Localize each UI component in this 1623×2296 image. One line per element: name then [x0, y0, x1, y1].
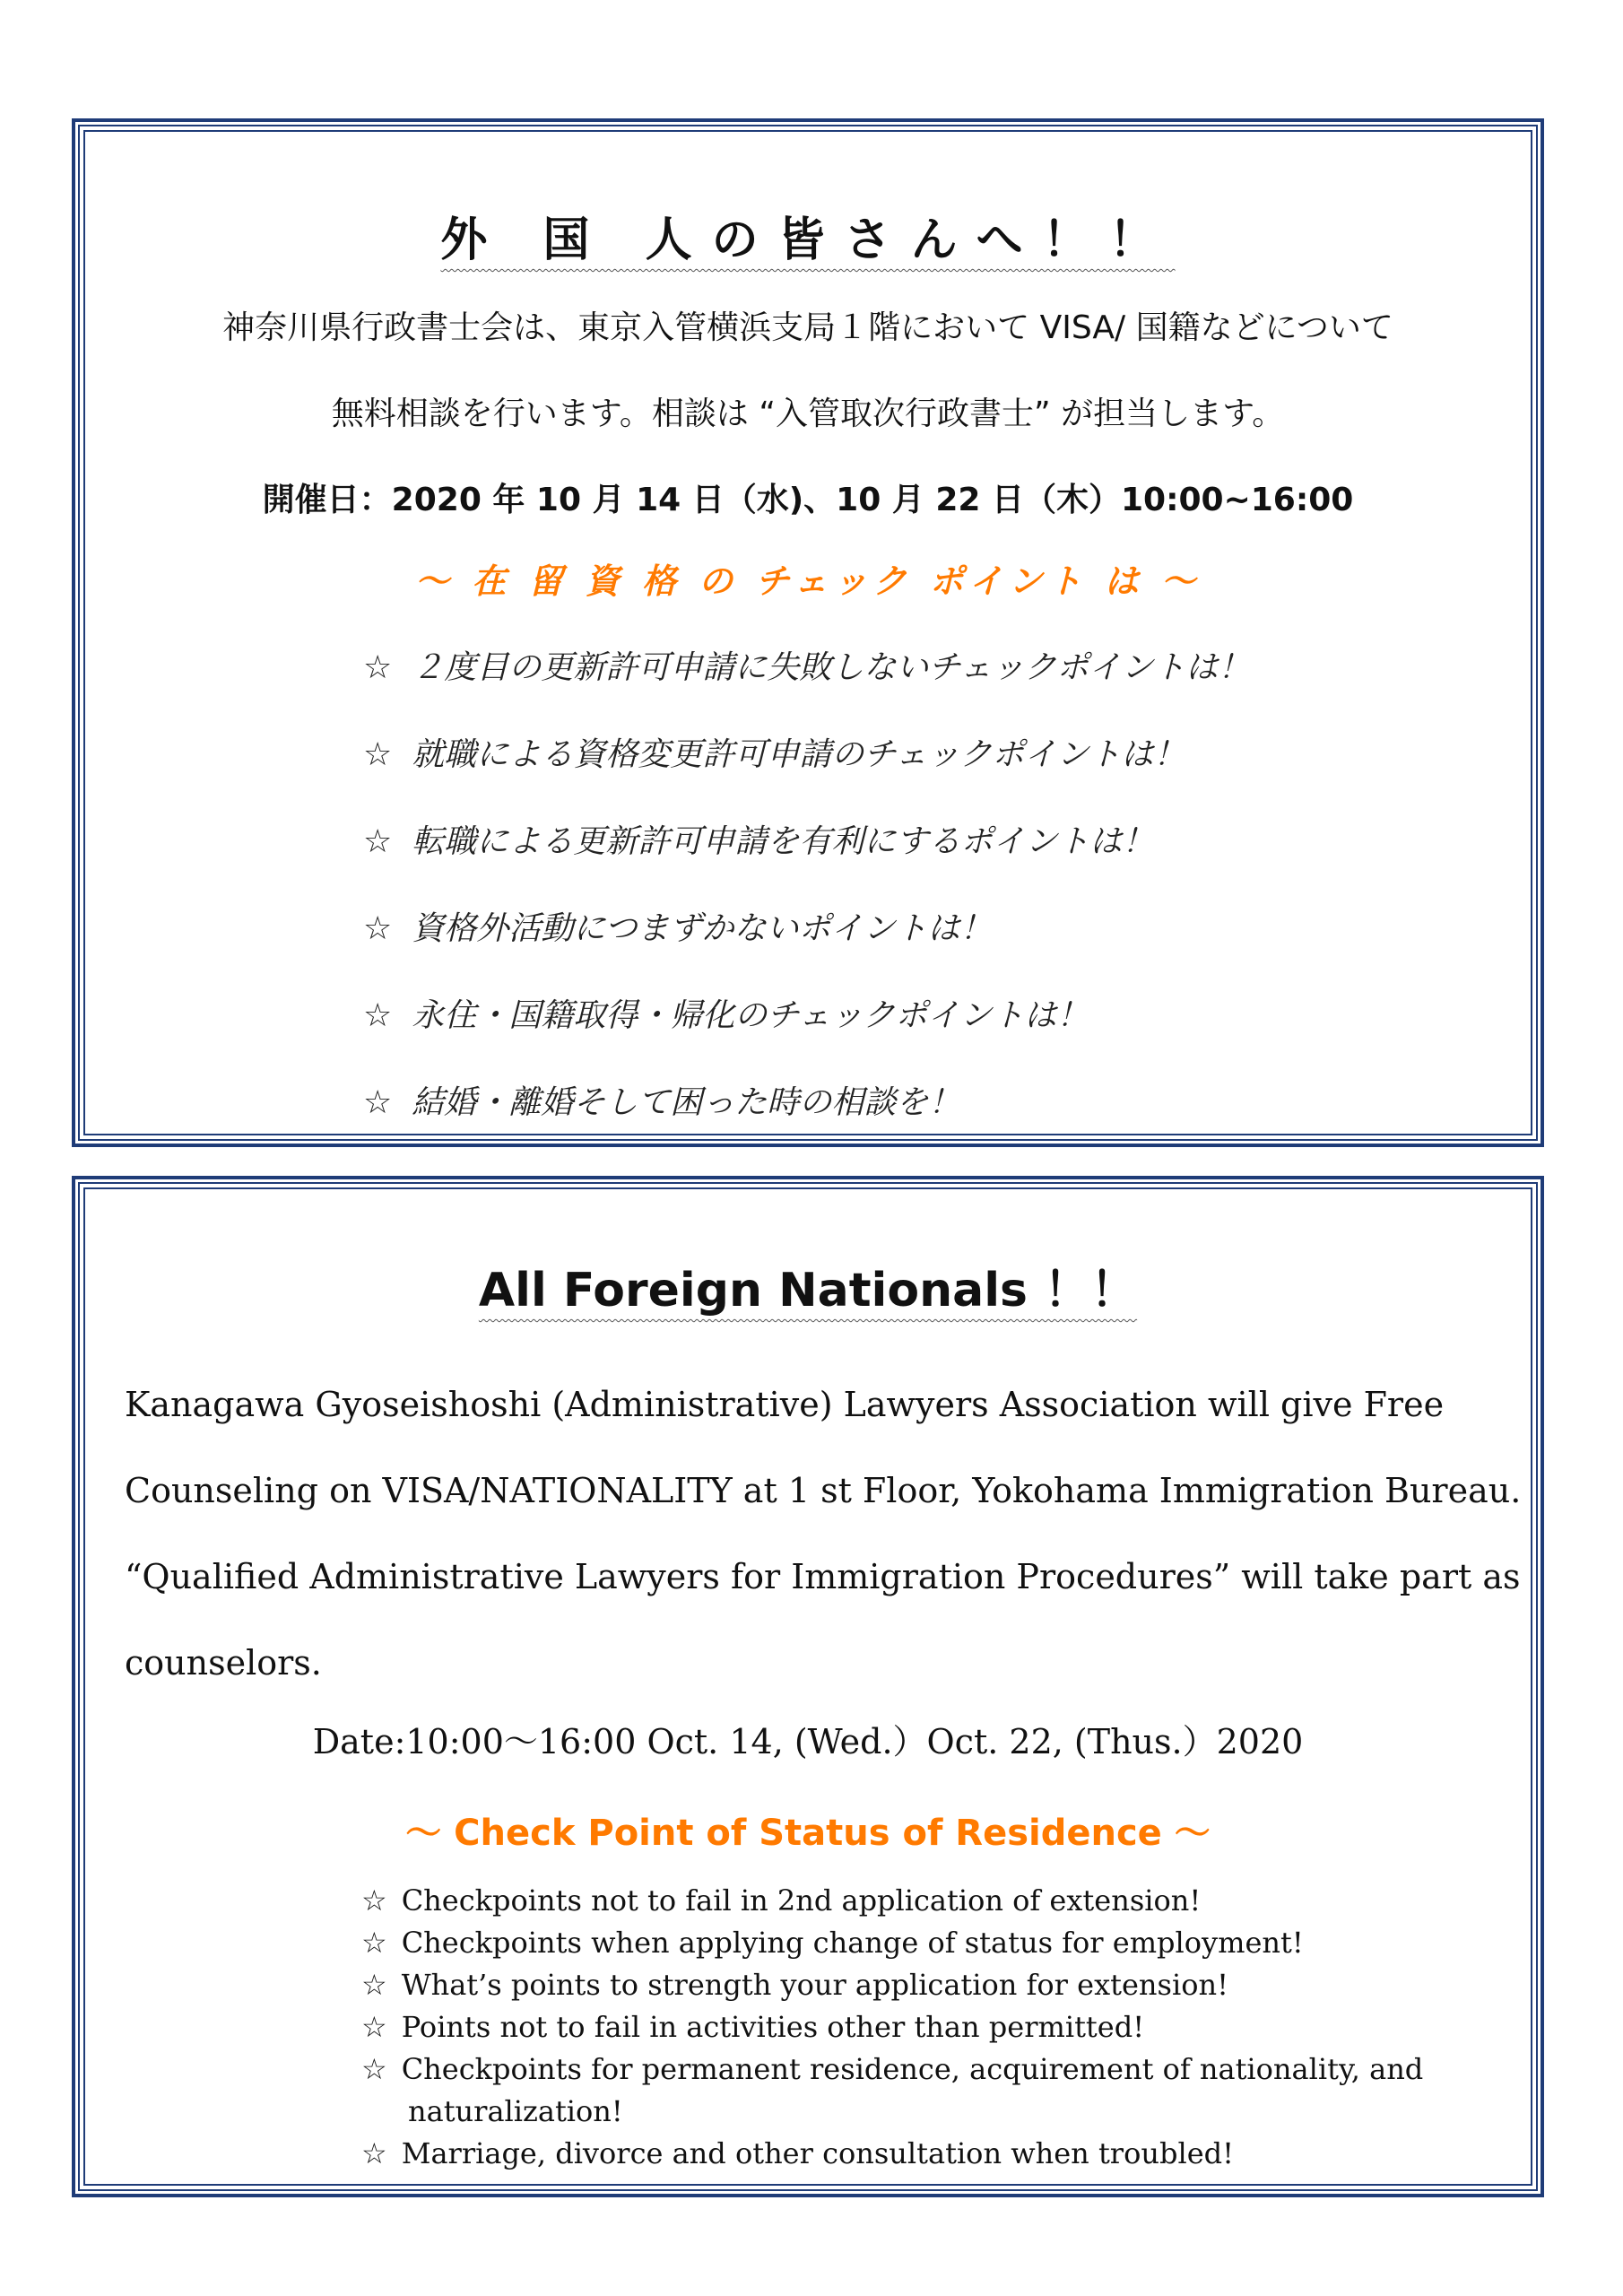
- star-icon: ☆: [363, 823, 393, 860]
- star-icon: ☆: [361, 1883, 387, 1918]
- star-icon: ☆: [361, 2052, 387, 2086]
- star-icon: ☆: [361, 1968, 387, 2002]
- english-notice-frame: [72, 1176, 1544, 2197]
- list-item: ☆ Points not to fail in activities other than permitted!: [361, 2010, 1145, 2044]
- japanese-intro-line-1: 神奈川県行政書士会は、東京入管横浜支局１階において VISA/ 国籍などについて: [222, 309, 1393, 346]
- list-item: ☆ Marriage, divorce and other consultation when troubled!: [361, 2136, 1234, 2170]
- list-item: ☆ Checkpoints for permanent residence, acquirement of nationality, and naturalization!: [361, 2052, 1424, 2128]
- list-item: ☆ 結婚・離婚そして困った時の相談を！: [363, 1084, 961, 1121]
- star-icon: ☆: [363, 736, 393, 773]
- star-icon: ☆: [363, 910, 393, 947]
- english-title: All Foreign Nationals ！！: [478, 1264, 1138, 1318]
- english-date-line: Date:10:00～16:00 Oct. 14, (Wed.）Oct. 22, (Thus.）2020: [312, 1722, 1304, 1761]
- star-icon: ☆: [361, 1926, 387, 1960]
- list-item: ☆ 就職による資格変更許可申請のチェックポイントは！: [363, 736, 1186, 773]
- english-checkpoint-heading: ～ Check Point of Status of Residence ～: [405, 1813, 1211, 1854]
- list-item: ☆ ２度目の更新許可申請に失敗しないチェックポイントは！: [363, 649, 1251, 686]
- star-icon: ☆: [363, 649, 393, 686]
- japanese-notice-frame: [72, 118, 1544, 1147]
- star-icon: ☆: [361, 2136, 387, 2170]
- list-item: ☆ Checkpoints not to fail in 2nd application of extension!: [361, 1883, 1202, 1918]
- japanese-date-line: 開催日：2020 年 10 月 14 日（水)、10 月 22 日（木）10:00~16:00: [262, 482, 1354, 518]
- japanese-checkpoint-list: [363, 642, 1250, 1164]
- english-checkpoint-list: [361, 1880, 1473, 2175]
- english-notice-body: [83, 1187, 1532, 2186]
- list-item: ☆ 資格外活動につまずかないポイントは！: [363, 910, 993, 947]
- japanese-intro-line-2: 無料相談を行います。相談は “入管取次行政書士” が担当します。: [331, 396, 1285, 432]
- list-item: ☆ What’s points to strength your application for extension!: [361, 1968, 1228, 2002]
- japanese-notice-body: [83, 130, 1532, 1135]
- japanese-title: 外 国 人の皆さんへ！！: [440, 213, 1176, 267]
- star-icon: ☆: [363, 997, 393, 1034]
- english-intro-paragraph: Kanagawa Gyoseishoshi (Administrative) Lawyers Association will give Free Counseling on VISA/NATIONALITY at 1 st Floor, Yokohama Immigration Bureau. “Qualified Administrative Lawyers for Immigration Procedures” will take part as counselors.: [125, 1385, 1522, 1683]
- list-item: ☆ 永住・国籍取得・帰化のチェックポイントは！: [363, 997, 1089, 1034]
- japanese-checkpoint-heading: ～ 在 留 資 格 の チェック ポイント は ～: [415, 561, 1201, 601]
- star-icon: ☆: [363, 1084, 393, 1121]
- list-item: ☆ 転職による更新許可申請を有利にするポイントは！: [363, 823, 1155, 860]
- star-icon: ☆: [361, 2010, 387, 2044]
- list-item: ☆ Checkpoints when applying change of status for employment!: [361, 1926, 1304, 1960]
